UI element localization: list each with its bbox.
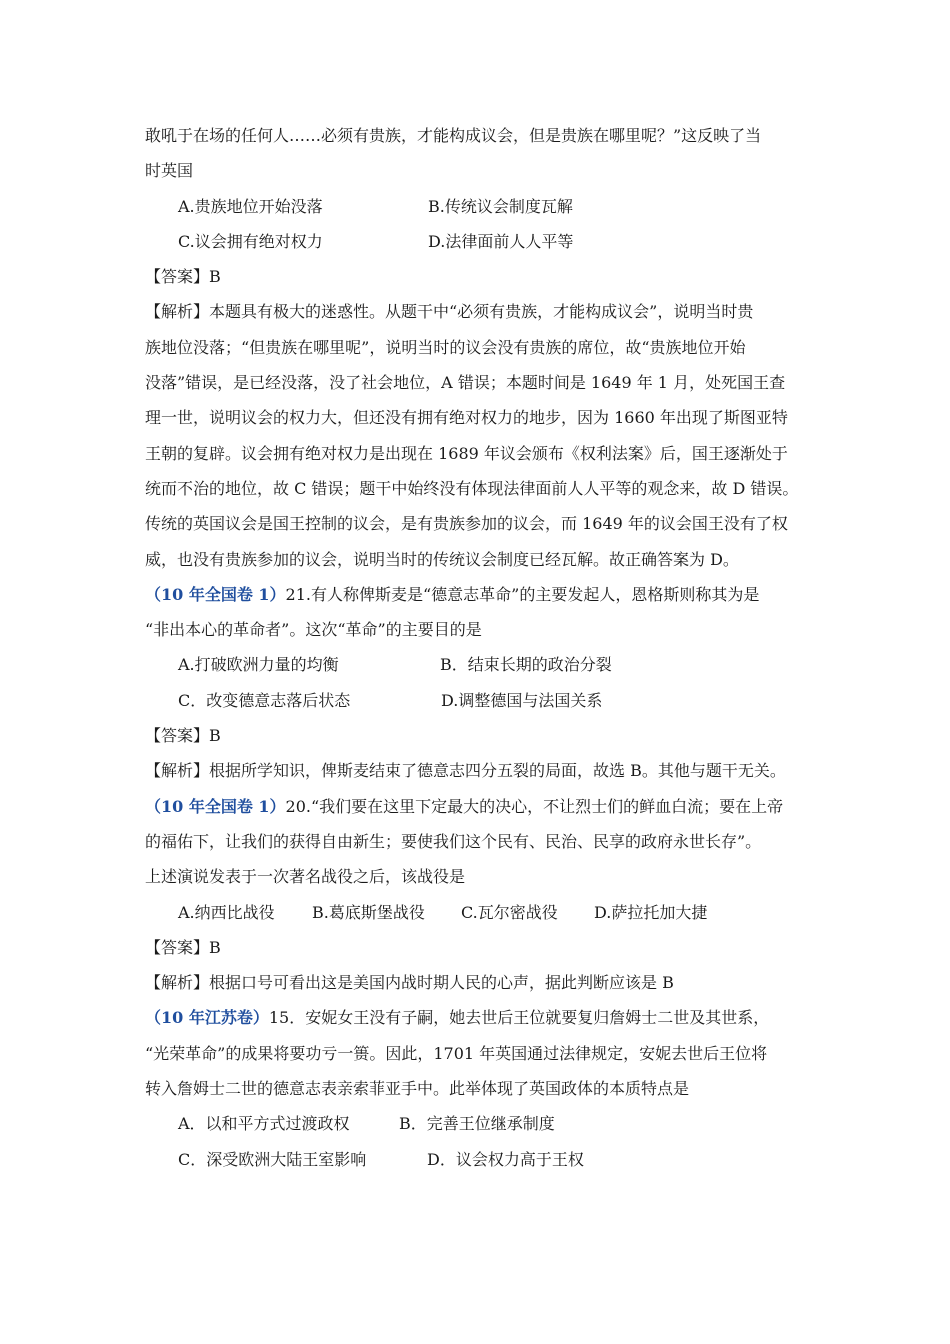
question-text: 上述演说发表于一次著名战役之后，该战役是	[145, 867, 466, 887]
analysis-text: 【解析】本题具有极大的迷惑性。从题干中“必须有贵族，才能构成议会”，说明当时贵	[145, 302, 754, 322]
option-a: A.打破欧洲力量的均衡	[178, 655, 339, 675]
document-page	[145, 118, 825, 1177]
analysis-text: 王朝的复辟。议会拥有绝对权力是出现在 1689 年议会颁布《权利法案》后，国王逐渐处于	[145, 443, 788, 463]
option-b: B.传统议会制度瓦解	[428, 196, 573, 216]
analysis-text: 族地位没落；“但贵族在哪里呢”，说明当时的议会没有贵族的席位，故“贵族地位开始	[145, 337, 746, 357]
option-c: C.瓦尔密战役	[461, 902, 558, 922]
analysis-text: 统而不治的地位，故 C 错误；题干中始终没有体现法律面前人人平等的观念来，故 D 错误。	[145, 478, 799, 498]
question-text: “光荣革命”的成果将要功亏一篑。因此，1701 年英国通过法律规定，安妮去世后王位将	[145, 1043, 768, 1063]
option-b: B．结束长期的政治分裂	[440, 655, 612, 675]
question-text: 敢吼于在场的任何人……必须有贵族，才能构成议会，但是贵族在哪里呢？”这反映了当	[145, 126, 762, 145]
option-c: C．深受欧洲大陆王室影响	[178, 1149, 367, 1169]
question-text: 时英国	[145, 161, 194, 181]
question-stem	[145, 577, 825, 612]
analysis-text: 【解析】根据所学知识，俾斯麦结束了德意志四分五裂的局面，故选 B。其他与题干无关。	[145, 761, 786, 781]
analysis-text: 【解析】根据口号可看出这是美国内战时期人民的心声，据此判断应该是 B	[145, 973, 674, 993]
question-stem	[145, 789, 825, 824]
option-a: A.纳西比战役	[178, 902, 275, 922]
question-source: （10 年江苏卷）	[145, 1008, 269, 1028]
analysis-text: 理一世，说明议会的权力大，但还没有拥有绝对权力的地步，因为 1660 年出现了斯图亚特	[145, 408, 788, 428]
option-c: C.议会拥有绝对权力	[178, 231, 323, 251]
option-a: A．以和平方式过渡政权	[178, 1114, 350, 1134]
answer-line: 【答案】B	[145, 726, 221, 746]
option-d: D．议会权力高于王权	[427, 1149, 584, 1169]
option-b: B.葛底斯堡战役	[312, 902, 425, 922]
question-text: 转入詹姆士二世的德意志表亲索菲亚手中。此举体现了英国政体的本质特点是	[145, 1079, 690, 1099]
option-row	[145, 895, 825, 930]
option-d: D.调整德国与法国关系	[441, 690, 603, 710]
option-row	[145, 683, 825, 718]
analysis-text: 传统的英国议会是国王控制的议会，是有贵族参加的议会，而 1649 年的议会国王没有了权	[145, 514, 788, 534]
option-row	[145, 189, 825, 224]
answer-line: 【答案】B	[145, 937, 221, 957]
option-row	[145, 647, 825, 682]
analysis-text: 没落”错误，是已经没落，没了社会地位，A 错误；本题时间是 1649 年 1 月，处死国王查	[145, 373, 786, 393]
option-d: D.法律面前人人平等	[428, 231, 574, 251]
question-source: （10 年全国卷 1）	[145, 796, 286, 816]
question-text: “非出本心的革命者”。这次“革命”的主要目的是	[145, 620, 482, 640]
option-c: C．改变德意志落后状态	[178, 690, 351, 710]
question-text: 的福佑下，让我们的获得自由新生；要使我们这个民有、民治、民享的政府永世长存”。	[145, 831, 762, 851]
option-row	[145, 1142, 825, 1177]
question-source: （10 年全国卷 1）	[145, 584, 286, 604]
analysis-text: 威，也没有贵族参加的议会，说明当时的传统议会制度已经瓦解。故正确答案为 D。	[145, 549, 739, 569]
question-stem-text: 21.有人称俾斯麦是“德意志革命”的主要发起人，恩格斯则称其为是	[285, 584, 760, 604]
question-stem	[145, 1000, 825, 1035]
option-d: D.萨拉托加大捷	[594, 902, 708, 922]
option-a: A.贵族地位开始没落	[178, 196, 323, 216]
question-stem-text: 15．安妮女王没有子嗣，她去世后王位就要复归詹姆士二世及其世系，	[268, 1008, 770, 1028]
answer-line: 【答案】B	[145, 267, 221, 287]
option-b: B．完善王位继承制度	[399, 1114, 555, 1134]
option-row	[145, 1106, 825, 1141]
question-stem-text: 20.“我们要在这里下定最大的决心，不让烈士们的鲜血白流；要在上帝	[285, 796, 784, 816]
option-row	[145, 224, 825, 259]
